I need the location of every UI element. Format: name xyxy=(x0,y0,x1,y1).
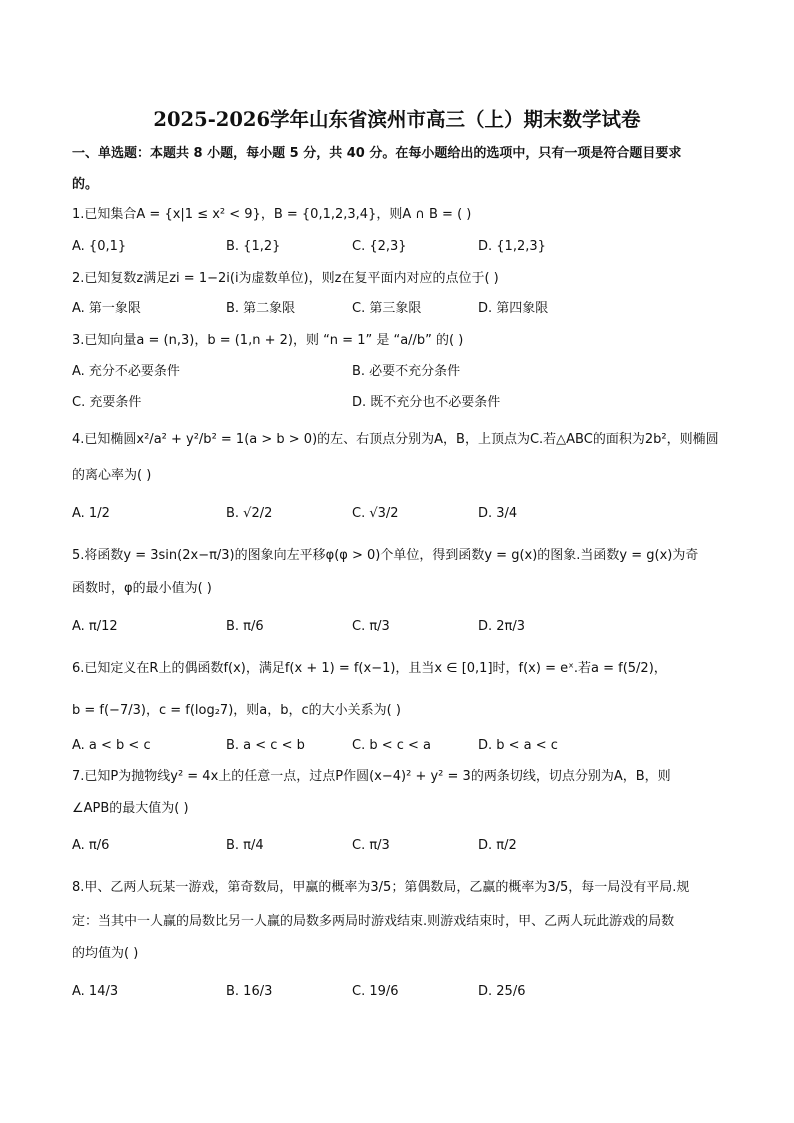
q7-option-a[interactable]: A. π/6 xyxy=(72,838,110,853)
question-1-text: 已知集合A = {x|1 ≤ x² < 9}，B = {0,1,2,3,4}，则A ∩ B = ( ) xyxy=(84,207,472,222)
question-number: 6. xyxy=(72,661,85,676)
question-4-text: 已知椭圆x²/a² + y²/b² = 1(a > b > 0)的左、右顶点分别为A，B，上顶点为C.若△ABC的面积为2b²，则椭圆 xyxy=(84,432,719,447)
q5-option-c[interactable]: C. π/3 xyxy=(352,619,390,634)
question-5-stem-line1 xyxy=(72,546,698,566)
question-8-stem-line1 xyxy=(72,878,689,898)
question-6-stem-line2: b = f(−7/3)，c = f(log₂7)，则a，b，c的大小关系为( ) xyxy=(72,703,401,718)
question-4-stem-line2: 的离心率为( ) xyxy=(72,468,152,483)
q3-option-b[interactable]: B. 必要不充分条件 xyxy=(352,364,461,379)
question-number: 2. xyxy=(72,271,85,286)
question-8-text: 甲、乙两人玩某一游戏，第奇数局，甲赢的概率为3/5；第偶数局，乙赢的概率为3/5，每一局没有平局.规 xyxy=(84,880,690,895)
question-7-stem-line1 xyxy=(72,767,671,787)
question-7-stem-line2: ∠APB的最大值为( ) xyxy=(72,801,189,816)
q6-option-d[interactable]: D. b < a < c xyxy=(478,738,558,753)
q8-option-b[interactable]: B. 16/3 xyxy=(226,984,273,999)
q6-option-a[interactable]: A. a < b < c xyxy=(72,738,151,753)
question-number: 4. xyxy=(72,432,85,447)
q1-option-d[interactable]: D. {1,2,3} xyxy=(478,239,546,254)
question-7-text: 已知P为抛物线y² = 4x上的任意一点，过点P作圆(x−4)² + y² = 3的两条切线，切点分别为A，B，则 xyxy=(84,769,671,784)
question-2-stem xyxy=(72,269,499,289)
q3-option-d[interactable]: D. 既不充分也不必要条件 xyxy=(352,395,501,410)
q1-option-a[interactable]: A. {0,1} xyxy=(72,239,127,254)
q2-option-a[interactable]: A. 第一象限 xyxy=(72,301,141,316)
section-header-line2: 的。 xyxy=(72,177,99,192)
q4-option-b[interactable]: B. √2/2 xyxy=(226,506,273,521)
q3-option-a[interactable]: A. 充分不必要条件 xyxy=(72,364,180,379)
q8-option-a[interactable]: A. 14/3 xyxy=(72,984,119,999)
question-number: 5. xyxy=(72,548,85,563)
q7-option-c[interactable]: C. π/3 xyxy=(352,838,390,853)
question-5-text: 将函数y = 3sin(2x−π/3)的图象向左平移φ(φ > 0)个单位，得到函数y = g(x)的图象.当函数y = g(x)为奇 xyxy=(84,548,699,563)
q8-option-d[interactable]: D. 25/6 xyxy=(478,984,526,999)
question-number: 1. xyxy=(72,207,85,222)
q5-option-a[interactable]: A. π/12 xyxy=(72,619,118,634)
question-6-stem-line1 xyxy=(72,659,667,679)
q3-option-c[interactable]: C. 充要条件 xyxy=(72,395,142,410)
q4-option-c[interactable]: C. √3/2 xyxy=(352,506,399,521)
q2-option-d[interactable]: D. 第四象限 xyxy=(478,301,549,316)
question-number: 8. xyxy=(72,880,85,895)
q1-option-b[interactable]: B. {1,2} xyxy=(226,239,281,254)
q8-option-c[interactable]: C. 19/6 xyxy=(352,984,399,999)
question-1-stem xyxy=(72,205,471,225)
q6-option-c[interactable]: C. b < c < a xyxy=(352,738,432,753)
q2-option-c[interactable]: C. 第三象限 xyxy=(352,301,422,316)
q5-option-b[interactable]: B. π/6 xyxy=(226,619,264,634)
section-header-line1: 一、单选题：本题共 8 小题，每小题 5 分，共 40 分。在每小题给出的选项中，只有一项是符合题目要求 xyxy=(72,146,682,161)
q6-option-b[interactable]: B. a < c < b xyxy=(226,738,305,753)
q4-option-a[interactable]: A. 1/2 xyxy=(72,506,110,521)
question-3-text: 已知向量a = (n,3)，b = (1,n + 2)，则 “n = 1” 是 “a//b” 的( ) xyxy=(84,333,464,348)
q2-option-b[interactable]: B. 第二象限 xyxy=(226,301,296,316)
q4-option-d[interactable]: D. 3/4 xyxy=(478,506,518,521)
question-6-text: 已知定义在R上的偶函数f(x)，满足f(x + 1) = f(x−1)，且当x ∈ [0,1]时，f(x) = eˣ.若a = f(5/2)， xyxy=(84,661,667,676)
q7-option-b[interactable]: B. π/4 xyxy=(226,838,264,853)
question-number: 7. xyxy=(72,769,85,784)
question-8-stem-line3: 的均值为( ) xyxy=(72,946,139,961)
q5-option-d[interactable]: D. 2π/3 xyxy=(478,619,526,634)
q1-option-c[interactable]: C. {2,3} xyxy=(352,239,407,254)
question-5-stem-line2: 函数时，φ的最小值为( ) xyxy=(72,581,212,596)
question-4-stem-line1 xyxy=(72,430,719,450)
question-number: 3. xyxy=(72,333,85,348)
q7-option-d[interactable]: D. π/2 xyxy=(478,838,517,853)
question-8-stem-line2: 定：当其中一人赢的局数比另一人赢的局数多两局时游戏结束.则游戏结束时，甲、乙两人玩此游戏的局数 xyxy=(72,914,675,929)
question-2-text: 已知复数z满足zi = 1−2i(i为虚数单位)，则z在复平面内对应的点位于( ) xyxy=(84,271,499,286)
question-3-stem xyxy=(72,331,463,351)
exam-title: 2025-2026学年山东省滨州市高三（上）期末数学试卷 xyxy=(153,108,641,131)
